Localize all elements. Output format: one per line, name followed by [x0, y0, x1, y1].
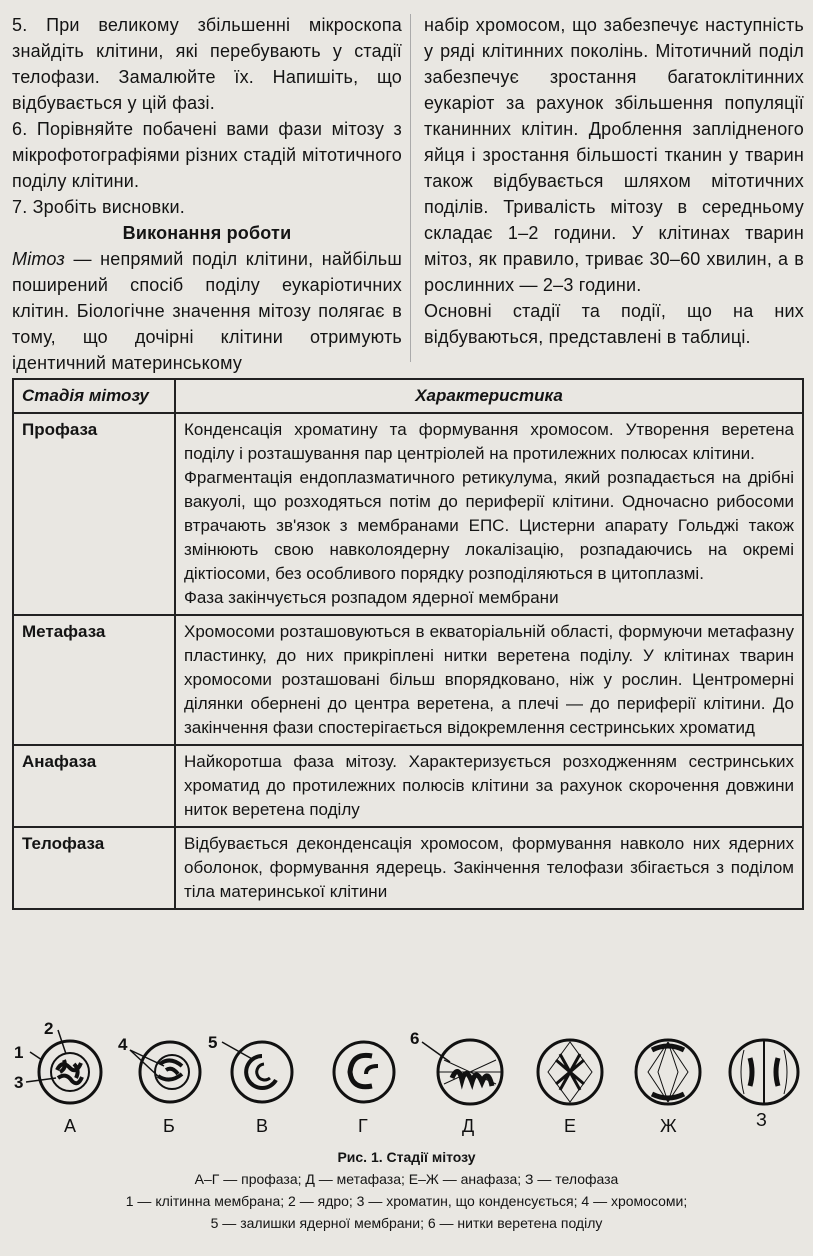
pointer-number: 2 — [44, 1020, 54, 1038]
cell-letter: Е — [564, 1116, 577, 1136]
table-row-telophase — [13, 827, 803, 909]
cell-letter: А — [64, 1116, 77, 1136]
stage-description — [175, 745, 803, 827]
mitosis-figure — [0, 1020, 813, 1256]
table-row-prophase — [13, 413, 803, 615]
task-item-5: 5. При великому збільшенні мікроскопа знайдіть клітини, які перебувають у стадії телофази. Замалюйте їх. Напишіть, що відбувається у цій фазі. — [12, 15, 402, 113]
cell-letter: Б — [163, 1116, 175, 1136]
table-row-anaphase — [13, 745, 803, 827]
stage-name: Метафаза — [13, 615, 175, 745]
cell-e-anaphase — [538, 1040, 602, 1104]
description-paragraph: Конденсація хроматину та формування хромосом. Утворення веретена поділу і розташування пар центріолей на протилежних полюсах клітини. — [184, 420, 794, 463]
stage-name: Телофаза — [13, 827, 175, 909]
cell-b-prophase — [118, 1035, 200, 1102]
pointer-number: 3 — [14, 1073, 24, 1092]
cell-letter: Г — [358, 1116, 368, 1136]
header-stage: Стадія мітозу — [13, 379, 175, 413]
cell-letter: В — [256, 1116, 269, 1136]
description-paragraph: Відбувається деконденсація хромосом, формування навколо них ядерних оболонок, формування ядерець. Закінчення телофази збігається з поділом тіла материнської клітини — [184, 834, 794, 901]
mitosis-intro — [12, 246, 402, 376]
intro-continuation: набір хромосом, що забезпечує наступність у ряді клітинних поколінь. Мітотичний поділ забезпечує зростання багатоклітинних еукаріот за рахунок збільшення популяції тканинних клітин. Дроблення заплідненого яйця і зростання більшості тканин у тварин також відбувається шляхом мітотичних поділів. Тривалість мітозу в середньому складає 1–2 години. У клітинах тварин мітоз, як правило, триває 30–60 хвилин, а в рослинних — 2–3 години. — [424, 15, 804, 295]
description-paragraph: Хромосоми розташовуються в екваторіальній області, формуючи метафазну пластинку, до них прикріплені нитки веретена поділу. У клітинах тварин хромосоми розташовані більш впорядковано, ніж у рослин. Центромерні ділянки обернені до центра веретена, а плечі — до периферії клітини. До закінчення фази спостерігається відокремлення сестринських хроматид — [184, 622, 794, 737]
pointer-number: 6 — [410, 1029, 420, 1048]
figure-caption-title: Рис. 1. Стадії мітозу — [337, 1149, 476, 1165]
pointer-number: 1 — [14, 1043, 24, 1062]
figure-caption-line: 5 — залишки ядерної мембрани; 6 — нитки веретена поділу — [210, 1215, 603, 1231]
cell-a-early-prophase — [14, 1020, 101, 1103]
cell-letter: Ж — [660, 1116, 677, 1136]
stage-name: Анафаза — [13, 745, 175, 827]
table-row-metaphase — [13, 615, 803, 745]
pointer-number: 5 — [208, 1033, 218, 1052]
description-paragraph: Фрагментація ендоплазматичного ретикулума, який розпадається на дрібні вакуолі, що розходяться потім до периферії клітини. Одночасно рибосоми втрачають зв'язок з мембранами ЕПС. Цистерни апарату Гольджі також змінюють свою навколоядерну локалізацію, розпадаючись на окремі діктіосоми, без особливого порядку розподіляються в цитоплазмі. — [184, 468, 794, 583]
section-title: Виконання роботи — [122, 223, 292, 243]
cell-c-late-prophase — [208, 1033, 292, 1102]
cell-letter: Д — [462, 1116, 475, 1136]
pointer-number: 4 — [118, 1035, 128, 1054]
stage-description — [175, 615, 803, 745]
cell-letter: З — [756, 1110, 767, 1130]
column-divider — [410, 14, 411, 362]
mitosis-stages-table — [12, 378, 804, 910]
description-paragraph: Найкоротша фаза мітозу. Характеризується розходженням сестринських хроматид до протилежних полюсів клітини за рахунок скорочення довжини ниток веретена поділу — [184, 752, 794, 819]
header-characteristic: Характеристика — [175, 379, 803, 413]
task-item-7: 7. Зробіть висновки. — [12, 197, 185, 217]
stage-name: Профаза — [13, 413, 175, 615]
stage-description — [175, 413, 803, 615]
mitosis-term: Мітоз — [12, 249, 65, 269]
cell-zh-late-anaphase — [636, 1040, 700, 1104]
cell-z-telophase — [730, 1040, 798, 1104]
table-intro: Основні стадії та події, що на них відбуваються, представлені в таблиці. — [424, 301, 804, 347]
description-paragraph: Фаза закінчується розпадом ядерної мембрани — [184, 588, 559, 607]
right-column — [424, 12, 804, 350]
mitosis-definition: — непрямий поділ клітини, найбільш поширений спосіб поділу еукаріотичних клітин. Біологічне значення мітозу полягає в тому, що дочірні клітини отримують ідентичний материнському — [12, 249, 402, 373]
left-column — [12, 12, 402, 376]
task-item-6: 6. Порівняйте побачені вами фази мітозу з мікрофотографіями різних стадій мітотичного поділу клітини. — [12, 119, 402, 191]
figure-caption-line: А–Г — профаза; Д — метафаза; Е–Ж — анафаза; З — телофаза — [194, 1171, 619, 1187]
cell-d-metaphase — [410, 1029, 502, 1104]
cell-g-prophase-end — [334, 1042, 394, 1102]
table-header-row — [13, 379, 803, 413]
stage-description — [175, 827, 803, 909]
figure-caption-line: 1 — клітинна мембрана; 2 — ядро; 3 — хроматин, що конденсується; 4 — хромосоми; — [125, 1193, 688, 1209]
